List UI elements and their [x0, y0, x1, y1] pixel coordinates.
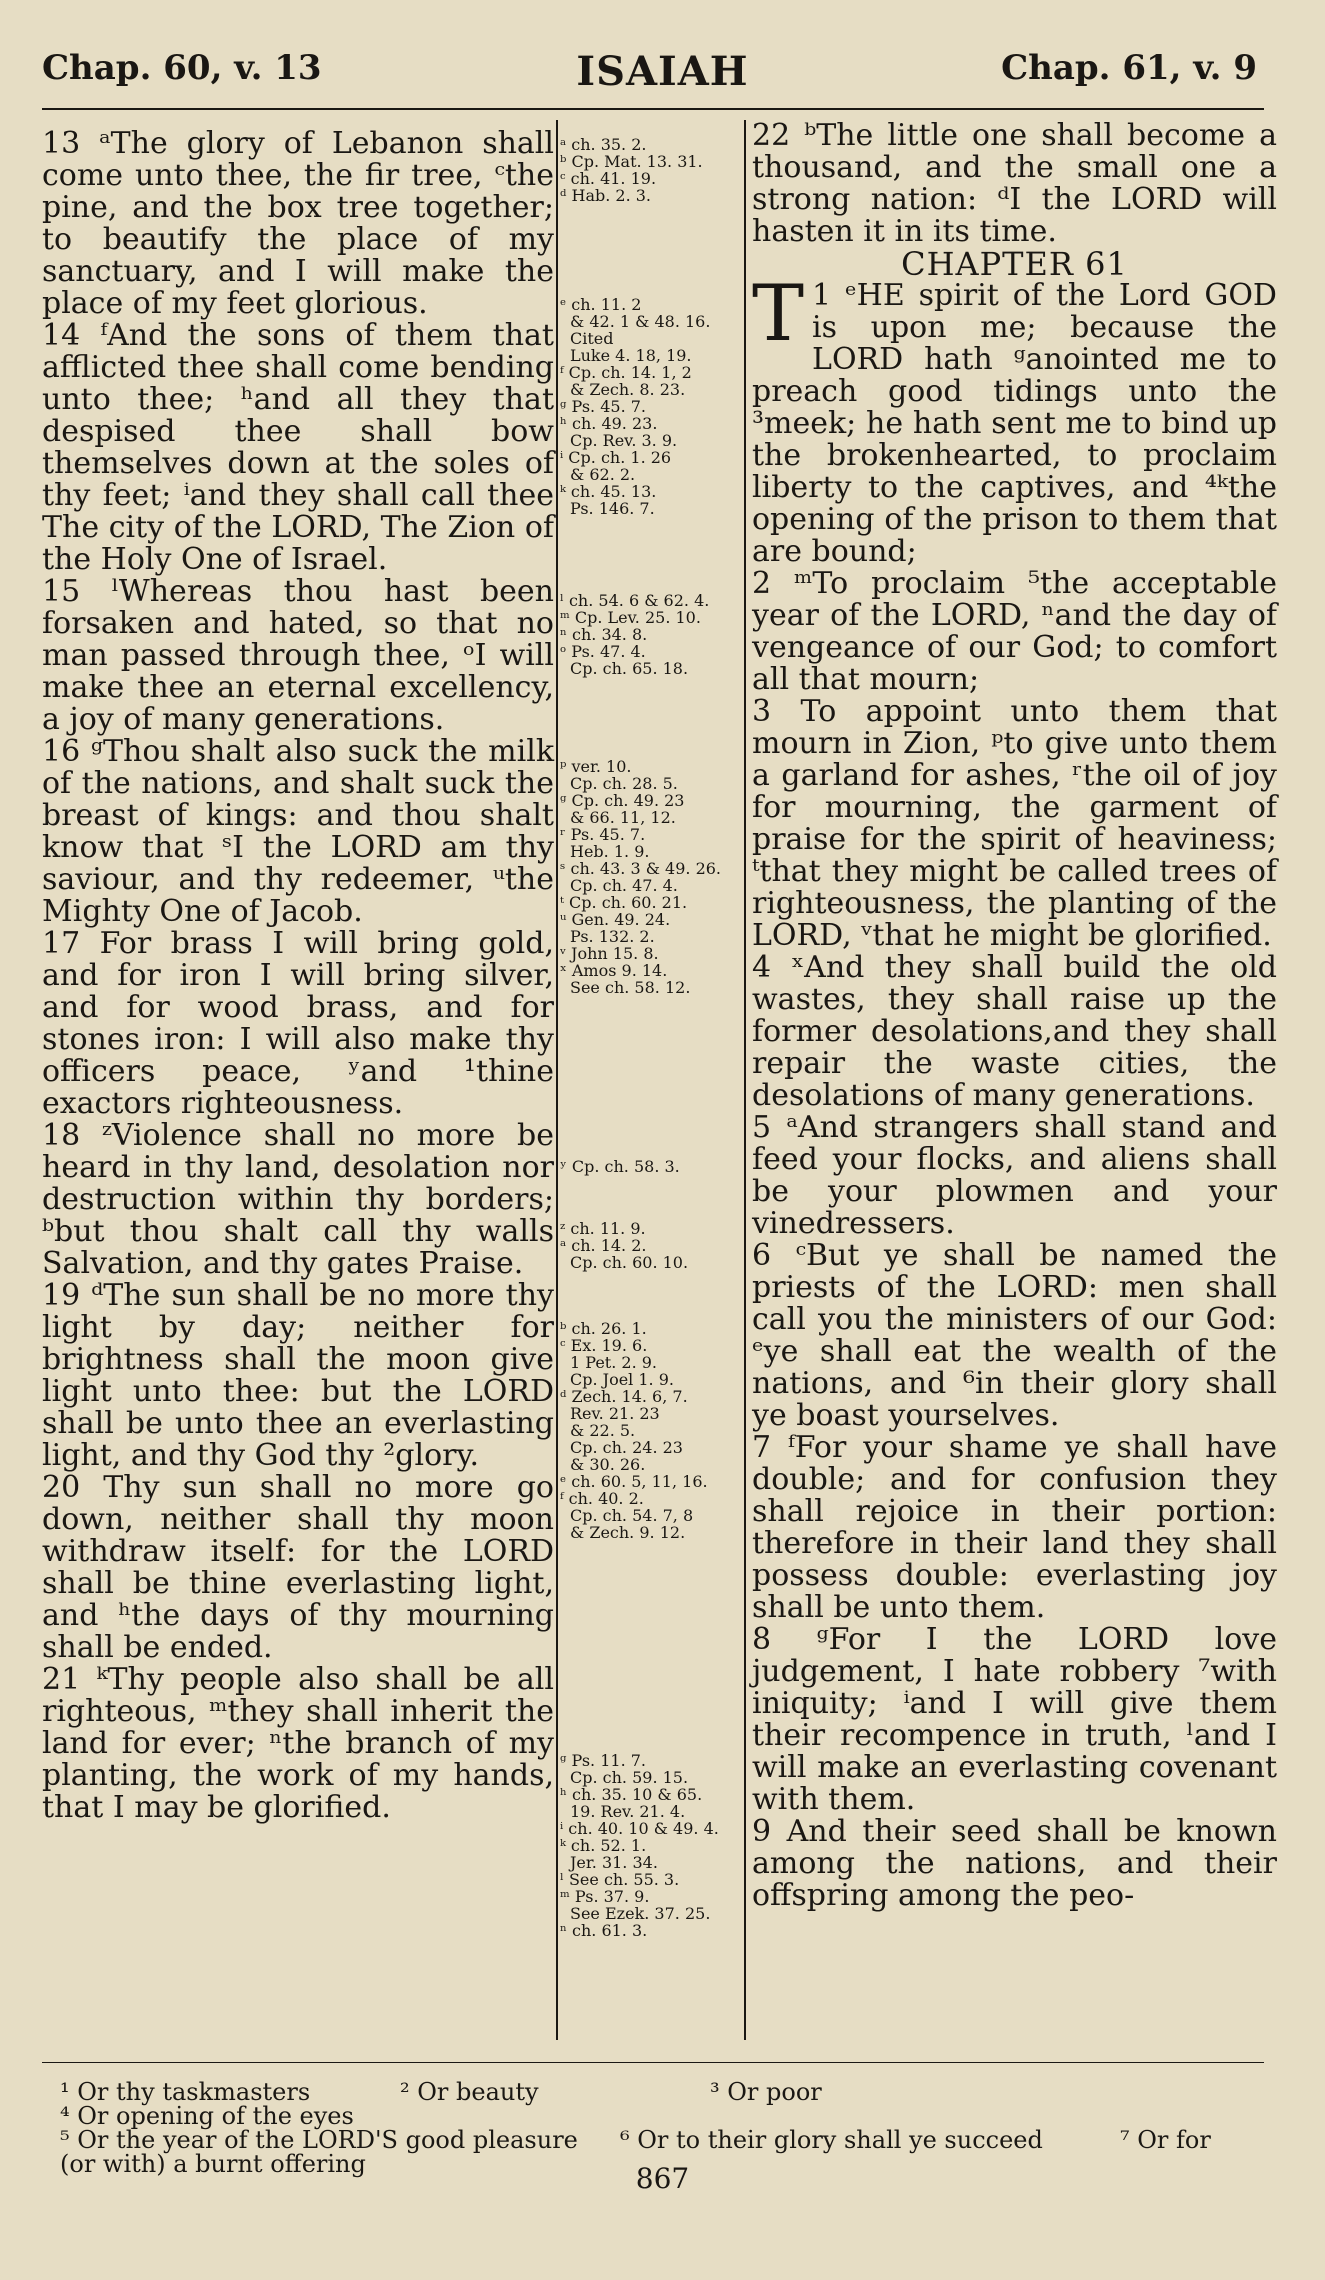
column-divider-left — [556, 120, 558, 2040]
verse-60-14: 14 ᶠAnd the sons of them that afflicted thee shall come bending unto thee; ʰand all they that despised thee shall bow themselves down at the soles of thy feet; ⁱand they shall call thee The city of the LORD, The Zion of the Holy One of Israel. — [42, 318, 554, 577]
cross-reference-line: & 62. 2. — [570, 465, 636, 484]
cross-reference-line: ᵉ ch. 60. 5, 11, 16. — [560, 1472, 708, 1491]
footnote: ⁵ Or the year of the LORD'S good pleasure — [60, 2126, 578, 2154]
cross-reference-line: ᵐ Cp. Lev. 25. 10. — [560, 608, 701, 627]
cross-reference-line: Cited — [570, 329, 614, 348]
verse-60-16: 16 ᵍThou shalt also suck the milk of the nations, and shalt suck the breast of kings: and thou shalt know that ˢI the LORD am thy saviour, and thy redeemer, ᵘthe Mighty One of Jacob. — [42, 734, 554, 929]
cross-reference-line: See Ezek. 37. 25. — [570, 1904, 711, 1923]
cross-reference-line: ˡ See ch. 55. 3. — [560, 1870, 680, 1889]
footnote: ⁷ Or for — [1120, 2126, 1211, 2154]
verse-61-3: 3 To appoint unto them that mourn in Zion, ᵖto give unto them a garland for ashes, ʳthe oil of joy for mourning, the garment of praise for the spirit of heaviness; ᵗthat they might be called trees of righteousness, the planting of the LORD, ᵛthat he might be glorified. — [752, 694, 1277, 953]
column-divider-right — [744, 120, 746, 2040]
cross-reference-line: ᵐ Ps. 37. 9. — [560, 1887, 650, 1906]
footnote: ¹ Or thy taskmasters — [60, 2078, 311, 2106]
verse-60-13: 13 ᵃThe glory of Lebanon shall come unto thee, the fir tree, ᶜthe pine, and the box tree together; to beautify the place of my sanctuary, and I will make the place of my feet glorious. — [42, 126, 554, 321]
cross-reference-line: Cp. ch. 28. 5. — [570, 774, 678, 793]
cross-reference-line: ᵘ Gen. 49. 24. — [560, 910, 671, 929]
verse-61-9: 9 And their seed shall be known among the nations, and their offspring among the peo- — [752, 1814, 1277, 1913]
verse-60-18: 18 ᶻViolence shall no more be heard in thy land, desolation nor destruction within thy borders; ᵇbut thou shalt call thy walls Salvation, and thy gates Praise. — [42, 1118, 554, 1281]
cross-reference-block — [560, 136, 740, 204]
cross-reference-line: ᵍ Ps. 45. 7. — [560, 397, 646, 416]
cross-reference-line: Cp. ch. 65. 18. — [570, 659, 689, 678]
cross-reference-line: ⁿ ch. 34. 8. — [560, 625, 648, 644]
verse-61-1-number: 1 ᵉ — [812, 278, 857, 313]
cross-reference-line: Cp. ch. 24. 23 — [570, 1438, 683, 1457]
cross-reference-block — [560, 592, 740, 677]
chapter-heading: CHAPTER 61 — [901, 245, 1128, 283]
cross-reference-line: ᶜ Ex. 19. 6. — [560, 1336, 648, 1355]
verse-61-5: 5 ᵃAnd strangers shall stand and feed your flocks, and aliens shall be your plowmen and your vinedressers. — [752, 1110, 1277, 1241]
page-number: 867 — [635, 2162, 690, 2195]
cross-reference-line: ᵖ ver. 10. — [560, 757, 632, 776]
cross-reference-line: Cp. ch. 47. 4. — [570, 876, 678, 895]
verse-60-17: 17 For brass I will bring gold, and for iron I will bring silver, and for wood brass, and for stones iron: I will also make thy officers peace, ʸand ¹thine exactors righteousness. — [42, 926, 554, 1121]
cross-reference-line: ᶻ ch. 11. 9. — [560, 1219, 646, 1238]
verse-60-22: 22 ᵇThe little one shall become a thousand, and the small one a strong nation: ᵈI the LORD will hasten it in its time. — [752, 118, 1277, 249]
running-head-left: Chap. 60, v. 13 — [42, 48, 322, 88]
cross-reference-line: ᵈ Zech. 14. 6, 7. — [560, 1387, 688, 1406]
cross-reference-line: ᵉ ch. 11. 2 — [560, 295, 642, 314]
footnote: (or with) a burnt offering — [60, 2150, 366, 2178]
verse-61-1-text: HE spirit of the Lord GOD is upon me; because the LORD hath ᵍanointed me to preach good tidings unto the ³meek; he hath sent me to bind up the brokenhearted, to proclaim liberty to the captives, and ⁴ᵏthe opening of the prison to them that are bound; — [752, 278, 1277, 569]
verse-61-4: 4 ˣAnd they shall build the old wastes, they shall raise up the former desolations,and they shall repair the waste cities, the desolations of many generations. — [752, 950, 1277, 1113]
cross-reference-line: & 42. 1 & 48. 16. — [570, 312, 711, 331]
footnote: ² Or beauty — [400, 2078, 539, 2106]
cross-reference-line: & 22. 5. — [570, 1421, 636, 1440]
cross-reference-line: ⁱ ch. 40. 10 & 49. 4. — [560, 1819, 719, 1838]
cross-reference-line: ˡ ch. 54. 6 & 62. 4. — [560, 591, 710, 610]
cross-reference-line: Cp. Rev. 3. 9. — [570, 431, 678, 450]
cross-reference-line: Cp. ch. 54. 7, 8 — [570, 1506, 694, 1525]
footnote-line-2 — [60, 2128, 1280, 2152]
cross-reference-line: ʰ ch. 49. 23. — [560, 414, 658, 433]
cross-reference-line: Heb. 1. 9. — [570, 842, 650, 861]
verse-61-2: 2 ᵐTo proclaim ⁵the acceptable year of the LORD, ⁿand the day of vengeance of our God; to comfort all that mourn; — [752, 566, 1277, 697]
cross-reference-line: Cp. ch. 59. 15. — [570, 1768, 689, 1787]
cross-reference-line: ᵈ Hab. 2. 3. — [560, 186, 652, 205]
left-text-column — [42, 128, 554, 1824]
cross-reference-line: Ps. 146. 7. — [570, 499, 655, 518]
running-head-right: Chap. 61, v. 9 — [1001, 48, 1257, 88]
verse-61-1 — [752, 269, 1277, 569]
cross-reference-line: ˣ Amos 9. 14. — [560, 961, 668, 980]
footnote-rule — [42, 2062, 1264, 2063]
cross-reference-line: ˢ ch. 43. 3 & 49. 26. — [560, 859, 722, 878]
cross-reference-line: ᵍ Cp. ch. 49. 23 — [560, 791, 685, 810]
cross-reference-line: ʰ ch. 35. 10 & 65. — [560, 1785, 703, 1804]
cross-reference-line: Luke 4. 18, 19. — [570, 346, 692, 365]
cross-reference-line: Jer. 31. 34. — [570, 1853, 658, 1872]
cross-reference-line: & 66. 11, 12. — [570, 808, 676, 827]
right-text-column — [752, 120, 1277, 1912]
verse-60-15: 15 ˡWhereas thou hast been forsaken and hated, so that no man passed through thee, ᵒI will make thee an eternal excellency, a joy of many generations. — [42, 574, 554, 737]
cross-reference-line: ᵏ ch. 45. 13. — [560, 482, 657, 501]
cross-reference-line: ᵃ ch. 35. 2. — [560, 135, 647, 154]
cross-reference-line: Cp. ch. 60. 10. — [570, 1253, 689, 1272]
cross-reference-line: ᵍ Ps. 11. 7. — [560, 1751, 646, 1770]
cross-reference-line: ᶠ Cp. ch. 14. 1, 2 — [560, 363, 692, 382]
cross-reference-line: Ps. 132. 2. — [570, 927, 655, 946]
book-title: ISAIAH — [576, 48, 749, 95]
cross-reference-block — [560, 1220, 740, 1271]
cross-reference-line: ᶜ ch. 41. 19. — [560, 169, 657, 188]
cross-reference-line: ʸ Cp. ch. 58. 3. — [560, 1157, 680, 1176]
cross-reference-line: ᵇ ch. 26. 1. — [560, 1319, 647, 1338]
cross-reference-line: ᵇ Cp. Mat. 13. 31. — [560, 152, 703, 171]
cross-reference-line: See ch. 58. 12. — [570, 978, 691, 997]
cross-reference-block — [560, 1158, 740, 1175]
cross-reference-line: ᵗ Cp. ch. 60. 21. — [560, 893, 688, 912]
cross-reference-line: ᵒ Ps. 47. 4. — [560, 642, 646, 661]
cross-reference-block — [560, 1752, 740, 1939]
footnote: ⁶ Or to their glory shall ye succeed — [620, 2126, 1043, 2154]
header-rule — [42, 108, 1264, 110]
footnote-line-1 — [60, 2080, 1280, 2128]
verse-61-6: 6 ᶜBut ye shall be named the priests of the LORD: men shall call you the ministers of our God: ᵉye shall eat the wealth of the nations, and ⁶in their glory shall ye boast yourselves. — [752, 1238, 1277, 1433]
cross-reference-line: Rev. 21. 23 — [570, 1404, 660, 1423]
verse-61-8: 8 ᵍFor I the LORD love judgement, I hate robbery ⁷with iniquity; ⁱand I will give them their recompence in truth, ˡand I will make an everlasting covenant with them. — [752, 1622, 1277, 1817]
cross-reference-block — [560, 1320, 740, 1541]
cross-reference-block — [560, 758, 740, 996]
cross-reference-line: ᵃ ch. 14. 2. — [560, 1236, 647, 1255]
verse-61-7: 7 ᶠFor your shame ye shall have double; and for confusion they shall rejoice in their portion: therefore in their land they shall possess double: everlasting joy shall be unto them. — [752, 1430, 1277, 1625]
verse-60-19: 19 ᵈThe sun shall be no more thy light by day; neither for brightness shall the moon give light unto thee: but the LORD shall be unto thee an everlasting light, and thy God thy ²glory. — [42, 1278, 554, 1473]
cross-reference-line: ⁿ ch. 61. 3. — [560, 1921, 648, 1940]
cross-reference-line: 1 Pet. 2. 9. — [570, 1353, 657, 1372]
cross-reference-line: Cp. Joel 1. 9. — [570, 1370, 674, 1389]
cross-reference-line: & Zech. 9. 12. — [570, 1523, 686, 1542]
footnote: ⁴ Or opening of the eyes — [60, 2102, 354, 2130]
cross-reference-line: 19. Rev. 21. 4. — [570, 1802, 686, 1821]
cross-reference-line: & 30. 26. — [570, 1455, 646, 1474]
cross-reference-line: ʳ Ps. 45. 7. — [560, 825, 646, 844]
footnote: ³ Or poor — [710, 2078, 822, 2106]
verse-60-20: 20 Thy sun shall no more go down, neither shall thy moon withdraw itself: for the LORD shall be thine everlasting light, and ʰthe days of thy mourning shall be ended. — [42, 1470, 554, 1665]
cross-reference-line: ⁱ Cp. ch. 1. 26 — [560, 448, 672, 467]
cross-reference-line: & Zech. 8. 23. — [570, 380, 686, 399]
cross-reference-line: ᶠ ch. 40. 2. — [560, 1489, 644, 1508]
cross-reference-line: ᵏ ch. 52. 1. — [560, 1836, 647, 1855]
cross-reference-block — [560, 296, 740, 517]
drop-cap: T — [752, 269, 805, 359]
verse-60-21: 21 ᵏThy people also shall be all righteous, ᵐthey shall inherit the land for ever; ⁿthe branch of my planting, the work of my hands, that I may be glorified. — [42, 1662, 554, 1825]
cross-reference-line: ᵛ John 15. 8. — [560, 944, 659, 963]
